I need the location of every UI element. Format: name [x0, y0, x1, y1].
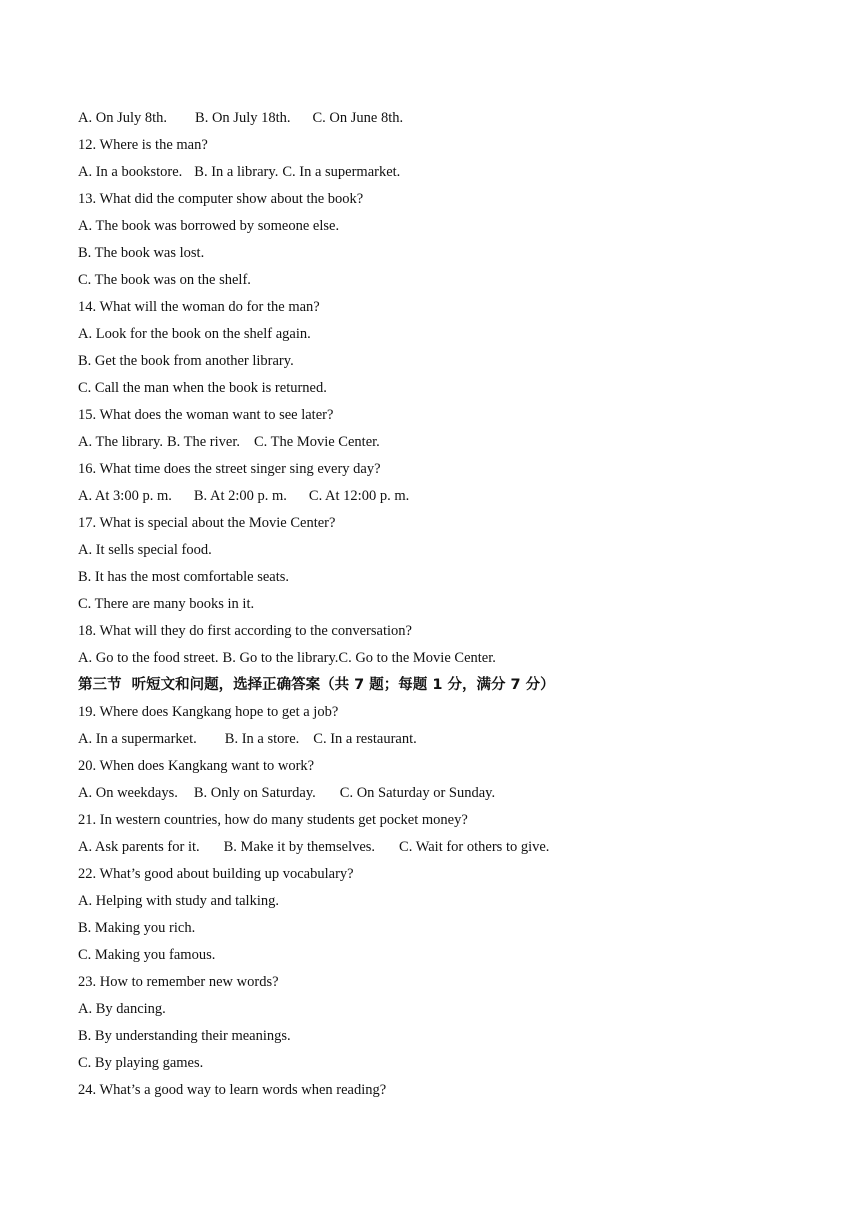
answer-option: C. On June 8th.: [312, 110, 404, 126]
answer-option: A. In a supermarket.: [78, 731, 197, 747]
answer-option: A. Look for the book on the shelf again.: [78, 326, 311, 342]
answer-option: C. The book was on the shelf.: [78, 272, 251, 288]
answer-option: A. On July 8th.: [78, 110, 168, 126]
answer-option: C. In a supermarket.: [282, 164, 401, 180]
answer-options-row: [78, 730, 798, 757]
question-text: 23. How to remember new words?: [78, 974, 279, 990]
answer-option: A. In a bookstore.: [78, 164, 183, 180]
answer-option: B. The book was lost.: [78, 245, 205, 261]
answer-options-row: [78, 784, 798, 811]
question-text: 15. What does the woman want to see later?: [78, 407, 334, 423]
question-text: 13. What did the computer show about the book?: [78, 191, 364, 207]
answer-option: B. It has the most comfortable seats.: [78, 569, 290, 585]
answer-option: A. At 3:00 p. m.: [78, 488, 172, 504]
answer-option: C. On Saturday or Sunday.: [339, 785, 496, 801]
answer-option: A. The library.: [78, 434, 163, 450]
answer-option: B. Go to the library.: [222, 650, 339, 666]
answer-option: C. By playing games.: [78, 1055, 204, 1071]
answer-option: C. The Movie Center.: [254, 434, 380, 450]
answer-option: B. Get the book from another library.: [78, 353, 294, 369]
question-text: 14. What will the woman do for the man?: [78, 299, 320, 315]
answer-option: B. In a store.: [224, 731, 300, 747]
question-text: 21. In western countries, how do many students get pocket money?: [78, 812, 468, 828]
answer-option: A. On weekdays.: [78, 785, 178, 801]
answer-option: A. Helping with study and talking.: [78, 893, 279, 909]
answer-option: B. Make it by themselves.: [223, 839, 376, 855]
answer-option: B. The river.: [166, 434, 240, 450]
question-text: 24. What’s a good way to learn words when reading?: [78, 1082, 387, 1098]
question-text: 18. What will they do first according to the conversation?: [78, 623, 412, 639]
document-page: [78, 109, 798, 1108]
question-text: 22. What’s good about building up vocabulary?: [78, 866, 354, 882]
answer-option: A. Ask parents for it.: [78, 839, 200, 855]
answer-option: A. It sells special food.: [78, 542, 212, 558]
answer-options-row: [78, 433, 798, 460]
question-text: 12. Where is the man?: [78, 137, 208, 153]
answer-option: A. The book was borrowed by someone else.: [78, 218, 340, 234]
section-heading: 第三节 听短文和问题，选择正确答案（共 7 题；每题 1 分，满分 7 分）: [78, 677, 555, 693]
answer-option: B. At 2:00 p. m.: [193, 488, 287, 504]
question-text: 19. Where does Kangkang hope to get a job?: [78, 704, 339, 720]
answer-option: C. Call the man when the book is returned.: [78, 380, 327, 396]
answer-options-row: [78, 649, 798, 676]
answer-option: C. Making you famous.: [78, 947, 216, 963]
answer-option: B. By understanding their meanings.: [78, 1028, 291, 1044]
answer-option: C. In a restaurant.: [313, 731, 417, 747]
answer-options-row: [78, 487, 798, 514]
answer-option: A. Go to the food street.: [78, 650, 219, 666]
answer-option: B. In a library.: [194, 164, 279, 180]
question-text: 20. When does Kangkang want to work?: [78, 758, 315, 774]
answer-option: B. Making you rich.: [78, 920, 196, 936]
answer-option: B. Only on Saturday.: [193, 785, 316, 801]
answer-options-row: [78, 109, 798, 136]
answer-option: C. There are many books in it.: [78, 596, 255, 612]
question-text: 17. What is special about the Movie Center?: [78, 515, 336, 531]
answer-options-row: [78, 838, 798, 865]
answer-options-row: [78, 163, 798, 190]
answer-option: C. Go to the Movie Center.: [338, 650, 496, 666]
answer-option: A. By dancing.: [78, 1001, 166, 1017]
question-text: 16. What time does the street singer sing every day?: [78, 461, 381, 477]
answer-option: C. Wait for others to give.: [399, 839, 550, 855]
answer-option: C. At 12:00 p. m.: [308, 488, 410, 504]
answer-option: B. On July 18th.: [195, 110, 291, 126]
